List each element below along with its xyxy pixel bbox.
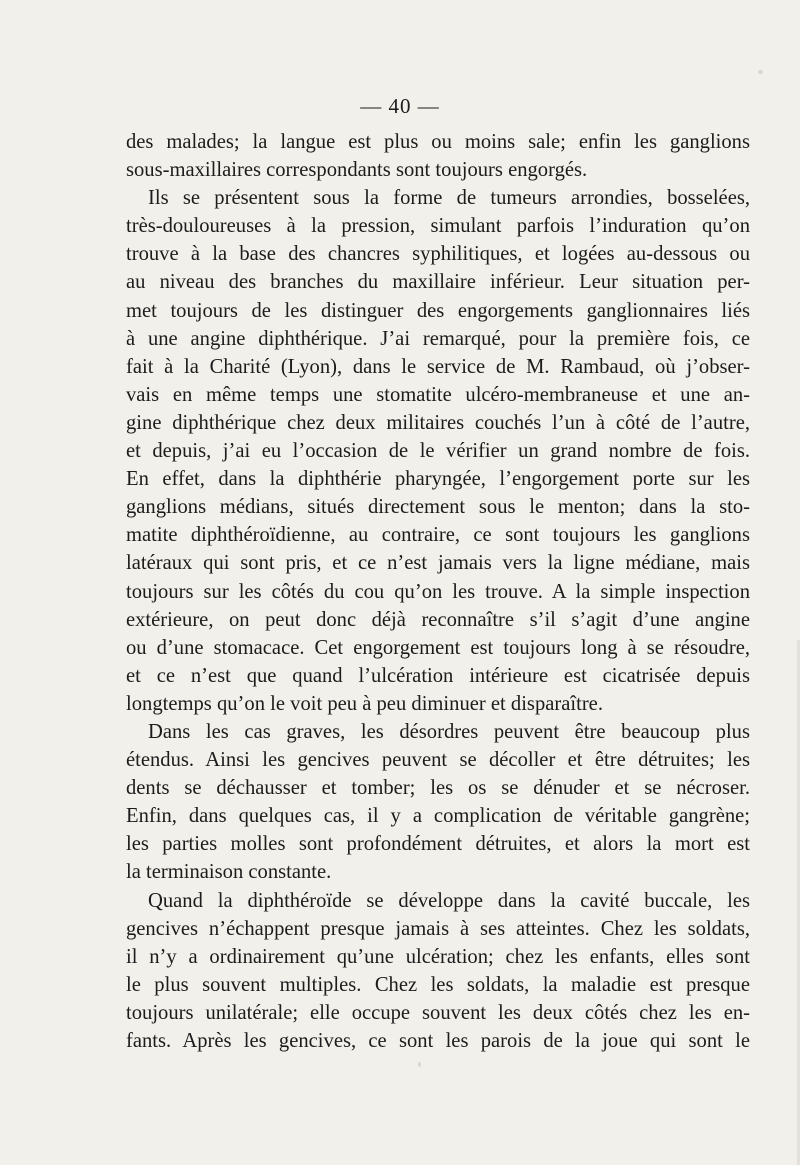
text-line: gine diphthérique chez deux militaires couchés l’un à côté de l’autre,: [126, 411, 750, 434]
text-line: des malades; la langue est plus ou moins sale; enfin les ganglions: [126, 131, 750, 153]
text-line: toujours sur les côtés du cou qu’on les trouve. A la simple inspection: [126, 580, 750, 603]
text-line: et depuis, j’ai eu l’occasion de le vérifier un grand nombre de fois.: [126, 440, 750, 463]
text-line: matite diphthéroïdienne, au contraire, ce sont toujours les ganglions: [126, 524, 750, 547]
text-line: Dans les cas graves, les désordres peuvent être beaucoup plus: [148, 720, 750, 743]
paper-spot: [418, 1062, 421, 1067]
text-line: ganglions médians, situés directement sous le menton; dans la sto-: [126, 496, 750, 519]
text-line: le plus souvent multiples. Chez les soldats, la maladie est presque: [126, 973, 750, 996]
body-text: [126, 128, 750, 1055]
text-line: En effet, dans la diphthérie pharyngée, l’engorgement porte sur les: [126, 468, 750, 491]
text-line: la terminaison constante.: [126, 861, 332, 884]
text-line: toujours unilatérale; elle occupe souvent les deux côtés chez les en-: [126, 1001, 750, 1024]
text-line: Ils se présentent sous la forme de tumeurs arrondies, bosselées,: [148, 187, 750, 210]
text-line: dents se déchausser et tomber; les os se dénuder et se nécroser.: [126, 777, 750, 800]
text-line: vais en même temps une stomatite ulcéro-membraneuse et une an-: [126, 383, 750, 406]
text-line: gencives n’échappent presque jamais à ses atteintes. Chez les soldats,: [126, 917, 750, 940]
text-line: Quand la diphthéroïde se développe dans la cavité buccale, les: [148, 889, 750, 912]
text-line: met toujours de les distinguer des engorgements ganglionnaires liés: [126, 299, 750, 322]
text-line: il n’y a ordinairement qu’une ulcération; chez les enfants, elles sont: [126, 945, 750, 968]
text-line: et ce n’est que quand l’ulcération intérieure est cicatrisée depuis: [126, 664, 750, 687]
text-line: les parties molles sont profondément détruites, et alors la mort est: [126, 833, 750, 856]
text-line: au niveau des branches du maxillaire inférieur. Leur situation per-: [126, 271, 750, 294]
text-line: trouve à la base des chancres syphilitiques, et logées au-dessous ou: [126, 243, 750, 266]
text-line: très-douloureuses à la pression, simulant parfois l’induration qu’on: [126, 215, 750, 238]
text-line: longtemps qu’on le voit peu à peu diminuer et disparaître.: [126, 692, 603, 715]
text-line: étendus. Ainsi les gencives peuvent se décoller et être détruites; les: [126, 749, 750, 772]
text-line: latéraux qui sont pris, et ce n’est jamais vers la ligne médiane, mais: [126, 552, 750, 575]
text-line: sous-maxillaires correspondants sont toujours engorgés.: [126, 159, 588, 182]
page-number: — 40 —: [360, 94, 440, 118]
text-line: fants. Après les gencives, ce sont les parois de la joue qui sont le: [126, 1030, 750, 1052]
text-line: ou d’une stomacace. Cet engorgement est toujours long à se résoudre,: [126, 636, 750, 659]
text-line: extérieure, on peut donc déjà reconnaître s’il s’agit d’une angine: [126, 608, 750, 631]
text-line: à une angine diphthérique. J’ai remarqué, pour la première fois, ce: [126, 327, 750, 350]
text-line: Enfin, dans quelques cas, il y a complication de véritable gangrène;: [126, 805, 750, 828]
paper-spot: [758, 70, 763, 74]
text-line: fait à la Charité (Lyon), dans le service de M. Rambaud, où j’obser-: [126, 355, 750, 378]
